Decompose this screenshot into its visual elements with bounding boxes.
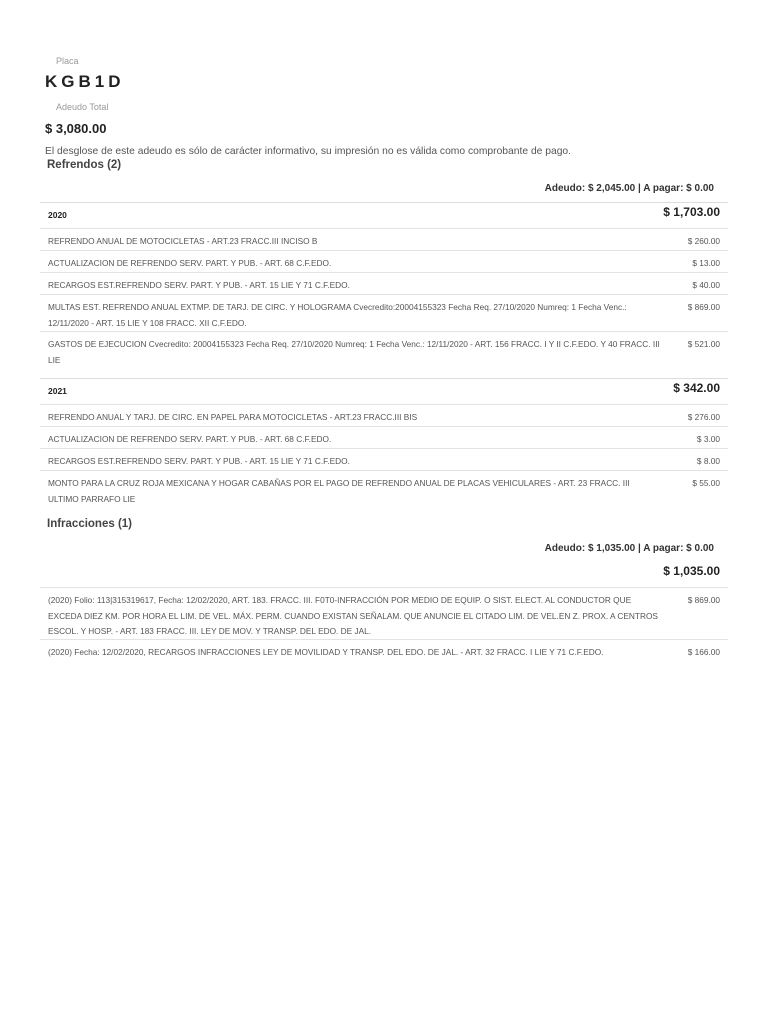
year-row-2020 <box>40 202 728 228</box>
year-label: 2021 <box>48 386 67 396</box>
item-price: $ 3.00 <box>696 434 720 444</box>
list-item <box>40 228 728 250</box>
item-description: (2020) Fecha: 12/02/2020, RECARGOS INFRACCIONES LEY DE MOVILIDAD Y TRANSP. DEL EDO. DE JAL. - ART. 32 FRACC. I LIE Y 71 C.F.EDO. <box>48 647 604 657</box>
year-label: 2020 <box>48 210 67 220</box>
list-item <box>40 639 728 679</box>
total-debt-amount: $ 3,080.00 <box>45 121 107 136</box>
item-description: REFRENDO ANUAL DE MOTOCICLETAS - ART.23 FRACC.III INCISO B <box>48 236 318 246</box>
list-item <box>40 294 728 331</box>
plate-label: Placa <box>56 56 79 66</box>
list-item <box>40 448 728 470</box>
refrendos-summary: Adeudo: $ 2,045.00 | A pagar: $ 0.00 <box>544 183 714 194</box>
list-item <box>40 426 728 448</box>
item-description: MULTAS EST. REFRENDO ANUAL EXTMP. DE TARJ. DE CIRC. Y HOLOGRAMA Cvecredito:20004155323 Fecha Req. 27/10/2020 Numreq: 1 Fecha Venc.: 12/11/2020 - ART. 15 LIE Y 108 FRACC. XII C.F.EDO. <box>48 302 627 328</box>
item-price: $ 13.00 <box>692 258 720 268</box>
plate-number: KGB1D <box>45 72 125 91</box>
item-description: RECARGOS EST.REFRENDO SERV. PART. Y PUB. - ART. 15 LIE Y 71 C.F.EDO. <box>48 280 350 290</box>
list-item <box>40 404 728 426</box>
item-description: REFRENDO ANUAL Y TARJ. DE CIRC. EN PAPEL PARA MOTOCICLETAS - ART.23 FRACC.III BIS <box>48 412 418 422</box>
item-price: $ 166.00 <box>687 647 720 657</box>
list-item <box>40 250 728 272</box>
infracciones-title: Infracciones (1) <box>47 518 132 530</box>
item-price: $ 8.00 <box>696 456 720 466</box>
item-description: GASTOS DE EJECUCION Cvecredito: 20004155323 Fecha Req. 27/10/2020 Numreq: 1 Fecha Venc.: 12/11/2020 - ART. 156 FRACC. I Y II C.F.EDO. Y 40 FRACC. III LIE <box>48 339 660 365</box>
infracciones-total: $ 1,035.00 <box>663 564 720 578</box>
infracciones-summary: Adeudo: $ 1,035.00 | A pagar: $ 0.00 <box>544 543 714 554</box>
year-amount: $ 342.00 <box>673 381 720 395</box>
year-row-2021 <box>40 378 728 404</box>
disclaimer-text: El desglose de este adeudo es sólo de carácter informativo, su impresión no es válida como comprobante de pago. <box>45 146 572 157</box>
item-description: ACTUALIZACION DE REFRENDO SERV. PART. Y PUB. - ART. 68 C.F.EDO. <box>48 258 332 268</box>
item-price: $ 869.00 <box>687 595 720 605</box>
item-price: $ 869.00 <box>687 302 720 312</box>
item-price: $ 40.00 <box>692 280 720 290</box>
item-price: $ 521.00 <box>687 339 720 349</box>
list-item <box>40 587 728 639</box>
refrendos-title: Refrendos (2) <box>47 159 122 171</box>
list-item <box>40 272 728 294</box>
list-item <box>40 331 728 378</box>
year-amount: $ 1,703.00 <box>663 205 720 219</box>
item-description: RECARGOS EST.REFRENDO SERV. PART. Y PUB. - ART. 15 LIE Y 71 C.F.EDO. <box>48 456 350 466</box>
item-description: (2020) Folio: 113|315319617, Fecha: 12/02/2020, ART. 183. FRACC. III. F0T0-INFRACCIÓN POR MEDIO DE EQUIP. O SIST. ELECT. AL CONDUCTOR QUE EXCEDA DIEZ KM. POR HORA EL LIM. DE VEL. MÁX. PERM. CUANDO EXISTAN SEÑALAM. QUE ANUNCIE EL CITADO LIM. DE VEL.EN Z. PROX. A CENTROS ESCOL. Y HOSP. - ART. 183 FRACC. III. LEY DE MOV. Y TRANSP. DEL EDO. DE JAL. <box>48 595 658 636</box>
total-debt-label: Adeudo Total <box>56 102 109 112</box>
item-description: MONTO PARA LA CRUZ ROJA MEXICANA Y HOGAR CABAÑAS POR EL PAGO DE REFRENDO ANUAL DE PLACAS VEHICULARES - ART. 23 FRACC. III ULTIMO PARRAFO LIE <box>48 478 630 504</box>
item-price: $ 276.00 <box>687 412 720 422</box>
item-price: $ 55.00 <box>692 478 720 488</box>
item-price: $ 260.00 <box>687 236 720 246</box>
list-item <box>40 470 728 507</box>
item-description: ACTUALIZACION DE REFRENDO SERV. PART. Y PUB. - ART. 68 C.F.EDO. <box>48 434 332 444</box>
